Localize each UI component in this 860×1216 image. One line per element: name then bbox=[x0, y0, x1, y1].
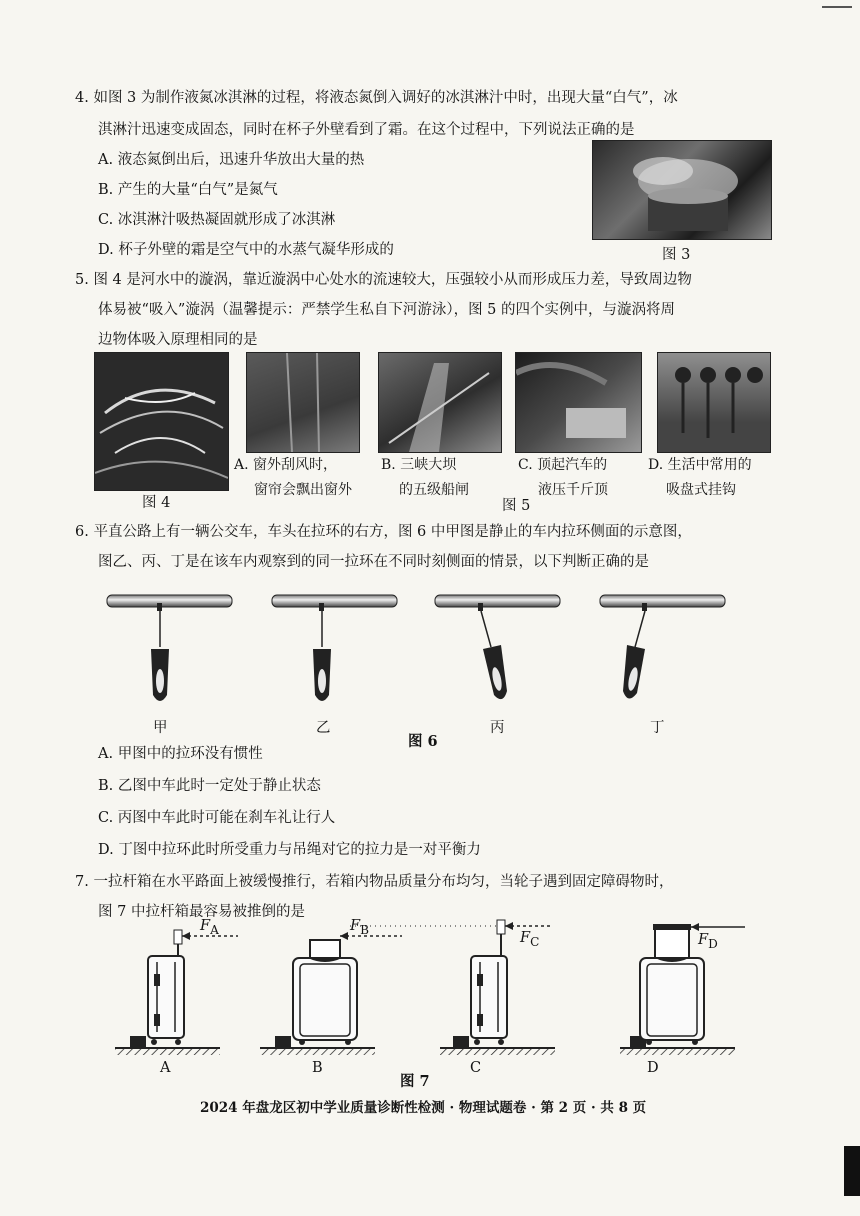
figure-5c-caption-1: C. 顶起汽车的 bbox=[518, 457, 608, 473]
q5-line-2: 体易被“吸入”漩涡（温馨提示：严禁学生私自下河游泳），图 5 的四个实例中，与漩涡将周 bbox=[98, 302, 676, 318]
figure-5a-photo bbox=[246, 352, 360, 453]
strap-ding bbox=[600, 595, 725, 699]
q5-line-3: 边物体吸入原理相同的是 bbox=[98, 332, 258, 348]
suction-hooks-graphic bbox=[658, 353, 770, 452]
figure-5c-caption-2: 液压千斤顶 bbox=[538, 482, 608, 498]
figure-5a-caption-1: A. 窗外刮风时， bbox=[234, 457, 338, 473]
figure-5d-caption-2: 吸盘式挂钩 bbox=[666, 482, 736, 498]
figure-4-whirlpool-photo bbox=[94, 352, 229, 491]
q7-line-1: 7. 一拉杆箱在水平路面上被缓慢推行，若箱内物品质量分布均匀，当轮子遇到固定障碍物时， bbox=[75, 874, 674, 890]
strap-yi bbox=[272, 595, 397, 701]
figure-7-label-c: C bbox=[470, 1060, 482, 1076]
figure-5a-caption-2: 窗帘会飘出窗外 bbox=[254, 482, 352, 498]
figure-5b-caption-1: B. 三峡大坝 bbox=[381, 457, 457, 473]
figure-3-caption: 图 3 bbox=[662, 247, 691, 263]
figure-5-caption: 图 5 bbox=[502, 498, 531, 514]
figure-7-diagram bbox=[110, 918, 750, 1058]
q4-option-c: C. 冰淇淋汁吸热凝固就形成了冰淇淋 bbox=[98, 212, 336, 228]
force-label-b: $F_B$ bbox=[350, 918, 369, 937]
q7-line-2: 图 7 中拉杆箱最容易被推倒的是 bbox=[98, 904, 305, 920]
q6-option-c: C. 丙图中车此时可能在刹车礼让行人 bbox=[98, 810, 336, 826]
case-a bbox=[115, 930, 238, 1055]
curtain-graphic bbox=[247, 353, 359, 452]
case-b bbox=[260, 932, 402, 1055]
ship-lock-graphic bbox=[379, 353, 501, 452]
ice-cream-photo-graphic bbox=[593, 141, 771, 239]
scan-edge-mark bbox=[844, 1146, 860, 1196]
strap-jia bbox=[107, 595, 232, 701]
q4-line-2: 淇淋汁迅速变成固态，同时在杯子外壁看到了霜。在这个过程中，下列说法正确的是 bbox=[98, 122, 635, 138]
figure-6-label-yi: 乙 bbox=[316, 720, 331, 736]
figure-7-caption: 图 7 bbox=[400, 1073, 430, 1090]
force-label-c: $F_C$ bbox=[520, 930, 540, 949]
figure-6-diagram bbox=[95, 585, 775, 715]
force-label-d: $F_D$ bbox=[698, 932, 718, 951]
q4-option-d: D. 杯子外壁的霜是空气中的水蒸气凝华形成的 bbox=[98, 242, 394, 258]
figure-3-photo bbox=[592, 140, 772, 240]
figure-7-label-b: B bbox=[312, 1060, 323, 1076]
page-footer: 2024 年盘龙区初中学业质量诊断性检测 · 物理试题卷 · 第 2 页 · 共 8 页 bbox=[200, 1100, 647, 1116]
figure-5c-photo bbox=[515, 352, 642, 453]
q4-line-1: 4. 如图 3 为制作液氮冰淇淋的过程，将液态氮倒入调好的冰淇淋汁中时，出现大量“白气”，冰 bbox=[75, 90, 678, 106]
scan-mark bbox=[822, 6, 852, 8]
figure-6-caption: 图 6 bbox=[408, 733, 438, 750]
q5-line-1: 5. 图 4 是河水中的漩涡，靠近漩涡中心处水的流速较大，压强较小从而形成压力差，导致周边物 bbox=[75, 272, 692, 288]
q6-line-1: 6. 平直公路上有一辆公交车，车头在拉环的右方，图 6 中甲图是静止的车内拉环侧面的示意图， bbox=[75, 524, 692, 540]
q4-option-b: B. 产生的大量“白气”是氮气 bbox=[98, 182, 278, 198]
figure-7-label-d: D bbox=[647, 1060, 659, 1076]
q6-line-2: 图乙、丙、丁是在该车内观察到的同一拉环在不同时刻侧面的情景，以下判断正确的是 bbox=[98, 554, 649, 570]
figure-6-label-ding: 丁 bbox=[650, 720, 665, 736]
figure-6-label-jia: 甲 bbox=[153, 720, 168, 736]
figure-6-label-bing: 丙 bbox=[490, 720, 505, 736]
strap-bing bbox=[435, 595, 560, 699]
case-d bbox=[620, 923, 745, 1055]
q6-option-a: A. 甲图中的拉环没有惯性 bbox=[98, 746, 263, 762]
q6-option-d: D. 丁图中拉环此时所受重力与吊绳对它的拉力是一对平衡力 bbox=[98, 842, 481, 858]
q4-option-a: A. 液态氮倒出后，迅速升华放出大量的热 bbox=[98, 152, 365, 168]
figure-7-label-a: A bbox=[160, 1060, 171, 1076]
figure-5b-caption-2: 的五级船闸 bbox=[399, 482, 469, 498]
jack-graphic bbox=[516, 353, 641, 452]
figure-5d-photo bbox=[657, 352, 771, 453]
whirlpool-graphic bbox=[95, 353, 228, 490]
figure-5b-photo bbox=[378, 352, 502, 453]
figure-5d-caption-1: D. 生活中常用的 bbox=[648, 457, 752, 473]
q6-option-b: B. 乙图中车此时一定处于静止状态 bbox=[98, 778, 321, 794]
force-label-a: $F_A$ bbox=[200, 918, 219, 937]
figure-4-caption: 图 4 bbox=[142, 495, 171, 511]
